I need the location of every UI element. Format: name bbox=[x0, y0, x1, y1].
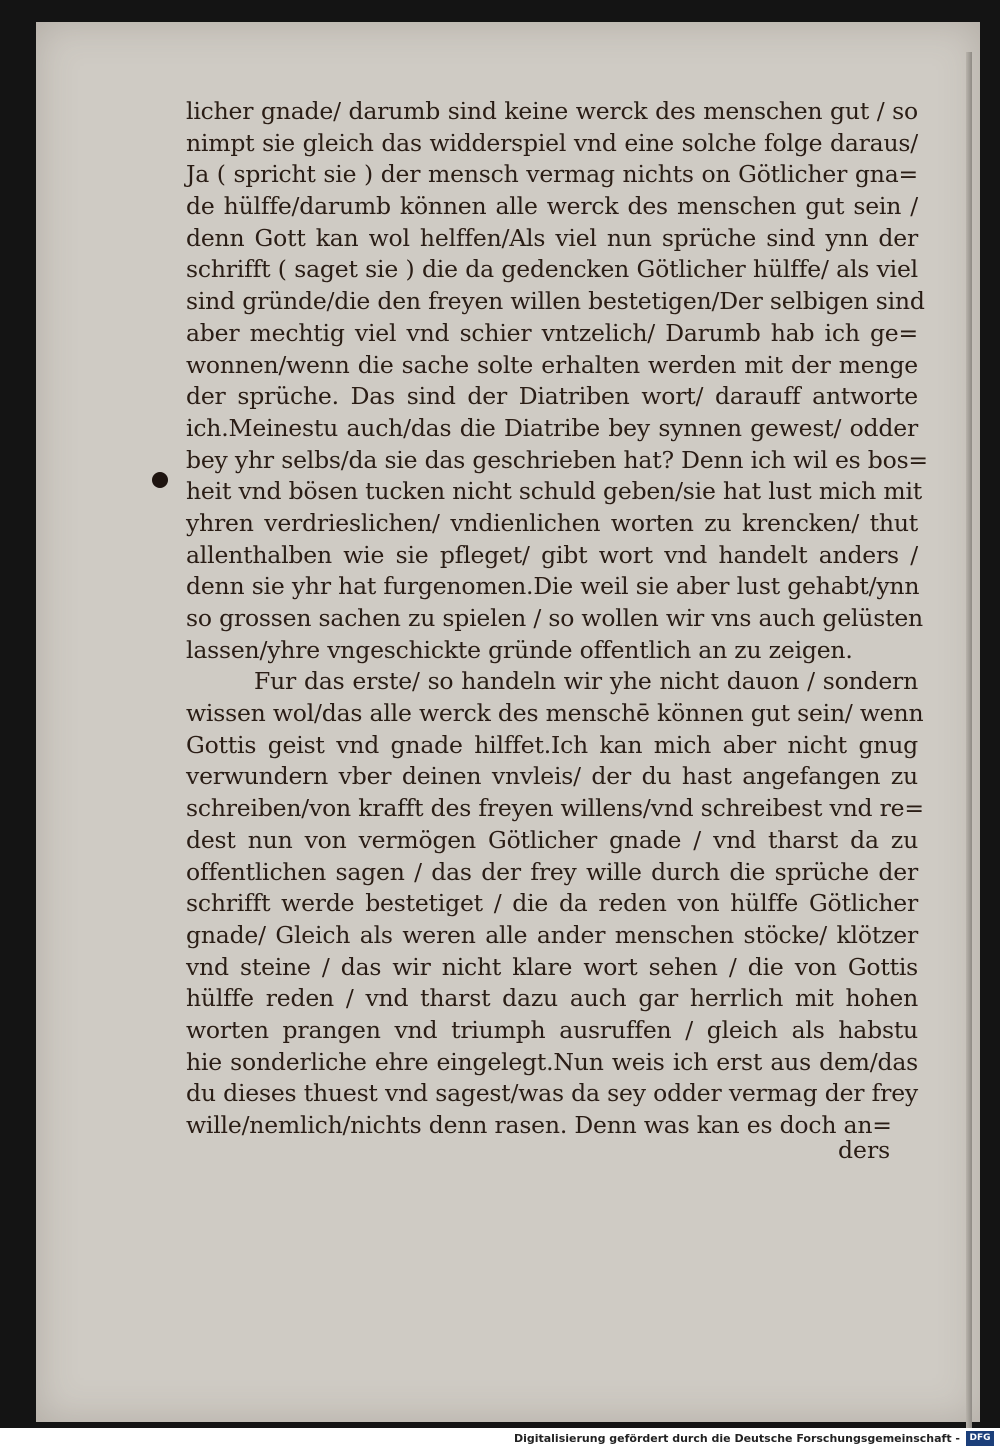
catchword: ders bbox=[838, 1136, 891, 1164]
text-line: schrifft ( saget sie ) die da gedencken Götlicher hülffe/ als viel bbox=[186, 255, 918, 284]
text-line: so grossen sachen zu spielen / so wollen wir vns auch gelüsten bbox=[186, 604, 923, 632]
body-text bbox=[186, 96, 928, 1142]
text-line: Gottis geist vnd gnade hilffet.Ich kan mich aber nicht gnug bbox=[186, 730, 918, 759]
text-line: denn sie yhr hat furgenomen.Die weil sie aber lust gehabt/ynn bbox=[186, 572, 920, 601]
text-line: nimpt sie gleich das widderspiel vnd eine solche folge daraus/ bbox=[186, 128, 918, 157]
text-line: lassen/yhre vngeschickte gründe offentlich an zu zeigen. bbox=[186, 635, 853, 664]
text-line: der sprüche. Das sind der Diatriben wort/ darauff antworte bbox=[186, 382, 918, 411]
text-line: yhren verdrieslichen/ vndienlichen worten zu krencken/ thut bbox=[186, 508, 918, 537]
text-line: verwundern vber deinen vnvleis/ der du hast angefangen zu bbox=[186, 762, 918, 791]
text-line: schrifft werde bestetiget / die da reden von hülffe Götlicher bbox=[186, 889, 918, 918]
text-line: worten prangen vnd triumph ausruffen / gleich als habstu bbox=[186, 1015, 918, 1044]
text-line: wille/nemlich/nichts denn rasen. Denn was kan es doch an= bbox=[186, 1111, 892, 1139]
text-line: denn Gott kan wol helffen/Als viel nun sprüche sind ynn der bbox=[186, 223, 918, 252]
text-line: hie sonderliche ehre eingelegt.Nun weis ich erst aus dem/das bbox=[186, 1047, 918, 1076]
text-line: aber mechtig viel vnd schier vntzelich/ Darumb hab ich ge= bbox=[186, 318, 918, 347]
text-line: heit vnd bösen tucken nicht schuld geben/sie hat lust mich mit bbox=[186, 477, 923, 506]
text-line: vnd steine / das wir nicht klare wort sehen / die von Gottis bbox=[186, 952, 918, 981]
text-line: bey yhr selbs/da sie das geschrieben hat? Denn ich wil es bos= bbox=[186, 445, 928, 474]
dfg-logo-icon: DFG bbox=[966, 1431, 994, 1446]
text-line: hülffe reden / vnd tharst dazu auch gar herrlich mit hohen bbox=[186, 984, 918, 1013]
text-line: ich.Meinestu auch/das die Diatribe bey synnen gewest/ odder bbox=[186, 413, 918, 442]
text-line: Fur das erste/ so handeln wir yhe nicht dauon / sondern bbox=[254, 667, 918, 696]
text-line: Ja ( spricht sie ) der mensch vermag nichts on Götlicher gna= bbox=[186, 160, 918, 189]
text-line: de hülffe/darumb können alle werck des menschen gut sein / bbox=[186, 192, 918, 221]
text-line: dest nun von vermögen Götlicher gnade / vnd tharst da zu bbox=[186, 825, 918, 854]
text-line: schreiben/von krafft des freyen willens/vnd schreibest vnd re= bbox=[186, 794, 924, 823]
text-line: gnade/ Gleich als weren alle ander menschen stöcke/ klötzer bbox=[186, 920, 918, 949]
text-line: sind gründe/die den freyen willen bestetigen/Der selbigen sind bbox=[186, 287, 925, 316]
text-line: allenthalben wie sie pfleget/ gibt wort vnd handelt anders / bbox=[186, 540, 918, 569]
text-line: wissen wol/das alle werck des menschē können gut sein/ wenn bbox=[186, 699, 924, 728]
text-line: du dieses thuest vnd sagest/was da sey odder vermag der frey bbox=[186, 1079, 918, 1108]
text-line: offentlichen sagen / das der frey wille durch die sprüche der bbox=[186, 857, 918, 886]
text-line: licher gnade/ darumb sind keine werck des menschen gut / so bbox=[186, 97, 918, 125]
text-line: wonnen/wenn die sache solte erhalten werden mit der menge bbox=[186, 350, 918, 379]
ink-blot bbox=[152, 472, 168, 488]
funding-credit: Digitalisierung gefördert durch die Deutsche Forschungsgemeinschaft - bbox=[513, 1432, 960, 1445]
footer-bar bbox=[0, 1428, 1000, 1451]
page-edge bbox=[966, 52, 972, 1432]
